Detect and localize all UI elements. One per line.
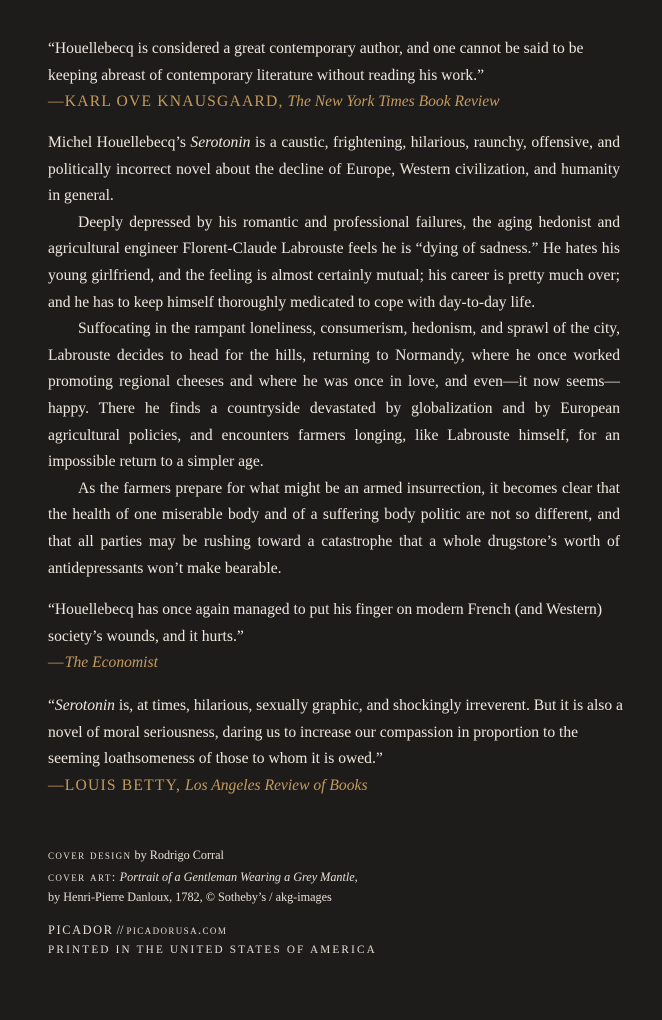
attribution-source: The Economist: [64, 654, 158, 671]
blurb-betty: [40, 693, 625, 799]
publisher-name: PICADOR: [48, 923, 114, 937]
blurb-attribution: [40, 773, 625, 800]
description-paragraph-1: Michel Houellebecq’s Serotonin is a caustic, frightening, hilarious, raunchy, offensive, and politically incorrect novel about the decline of Europe, Western civilization, and humanity in general.: [48, 134, 620, 205]
cover-design-label: cover design: [48, 848, 132, 862]
cover-design-credit: cover design by Rodrigo Corral: [48, 848, 224, 862]
attribution-name: —LOUIS BETTY,: [48, 776, 182, 794]
blurb-economist: [40, 597, 625, 677]
publisher-line: PICADOR // picadorusa.com: [48, 923, 228, 937]
printed-in: PRINTED IN THE UNITED STATES OF AMERICA: [48, 944, 377, 956]
blurb-attribution: [40, 89, 625, 116]
attribution-source: Los Angeles Review of Books: [185, 776, 368, 794]
blurb-text: “Houellebecq has once again managed to put his finger on modern French (and Western) society’s wounds, and it hurts.”: [48, 601, 603, 645]
description-paragraph-3: Suffocating in the rampant loneliness, consumerism, hedonism, and sprawl of the city, Labrouste decides to head for the hills, returning to Normandy, where he once worked promoting regional cheeses and where he was once in love, and even—it now seems—happy. There he finds a countryside devastated by globalization and by European agricultural policies, and encounters farmers longing, like Labrouste himself, for an impossible return to a simpler age.: [48, 320, 620, 471]
cover-art-details: by Henri-Pierre Danloux, 1782, © Sotheby’s / akg-images: [48, 890, 332, 904]
cover-art-credit: [48, 867, 608, 887]
book-title: Serotonin: [54, 697, 115, 714]
publisher-url: picadorusa.com: [126, 923, 228, 937]
cover-art-label: cover art:: [48, 870, 117, 884]
blurb-text: “Houellebecq is considered a great contemporary author, and one cannot be said to be keeping abreast of contemporary literature without reading his work.”: [48, 40, 584, 84]
book-title: Serotonin: [190, 134, 251, 151]
description-paragraph-4: As the farmers prepare for what might be an armed insurrection, it becomes clear that the health of one miserable body and of a suffering body politic are not so different, and that all parties may be rushing toward a catastrophe that a whole drugstore’s worth of antidepressants won’t make bearable.: [48, 479, 620, 577]
attribution-name: —: [48, 654, 65, 671]
attribution-name: —KARL OVE KNAUSGAARD,: [48, 93, 284, 110]
description-paragraph-2: Deeply depressed by his romantic and professional failures, the aging hedonist and agricultural engineer Florent-Claude Labrouste feels he is “dying of sadness.” He hates his young girlfriend, and the feeling is almost certainly mutual; his career is pretty much over; and he has to keep himself thoroughly medicated to cope with day-to-day life.: [48, 213, 620, 311]
blurb-attribution: [40, 650, 625, 677]
cover-credits: [48, 845, 608, 907]
book-description: [48, 130, 620, 582]
blurb-text: “Serotonin is, at times, hilarious, sexually graphic, and shockingly irreverent. But it is also a novel of moral seriousness, daring us to increase our compassion in proportion to the seeming loathsomeness of those to whom it is owed.”: [48, 697, 623, 767]
blurb-knausgaard: [40, 36, 625, 116]
cover-art-title: Portrait of a Gentleman Wearing a Grey Mantle,: [119, 870, 358, 884]
attribution-source: The New York Times Book Review: [287, 93, 500, 110]
publisher-info: [48, 920, 608, 960]
